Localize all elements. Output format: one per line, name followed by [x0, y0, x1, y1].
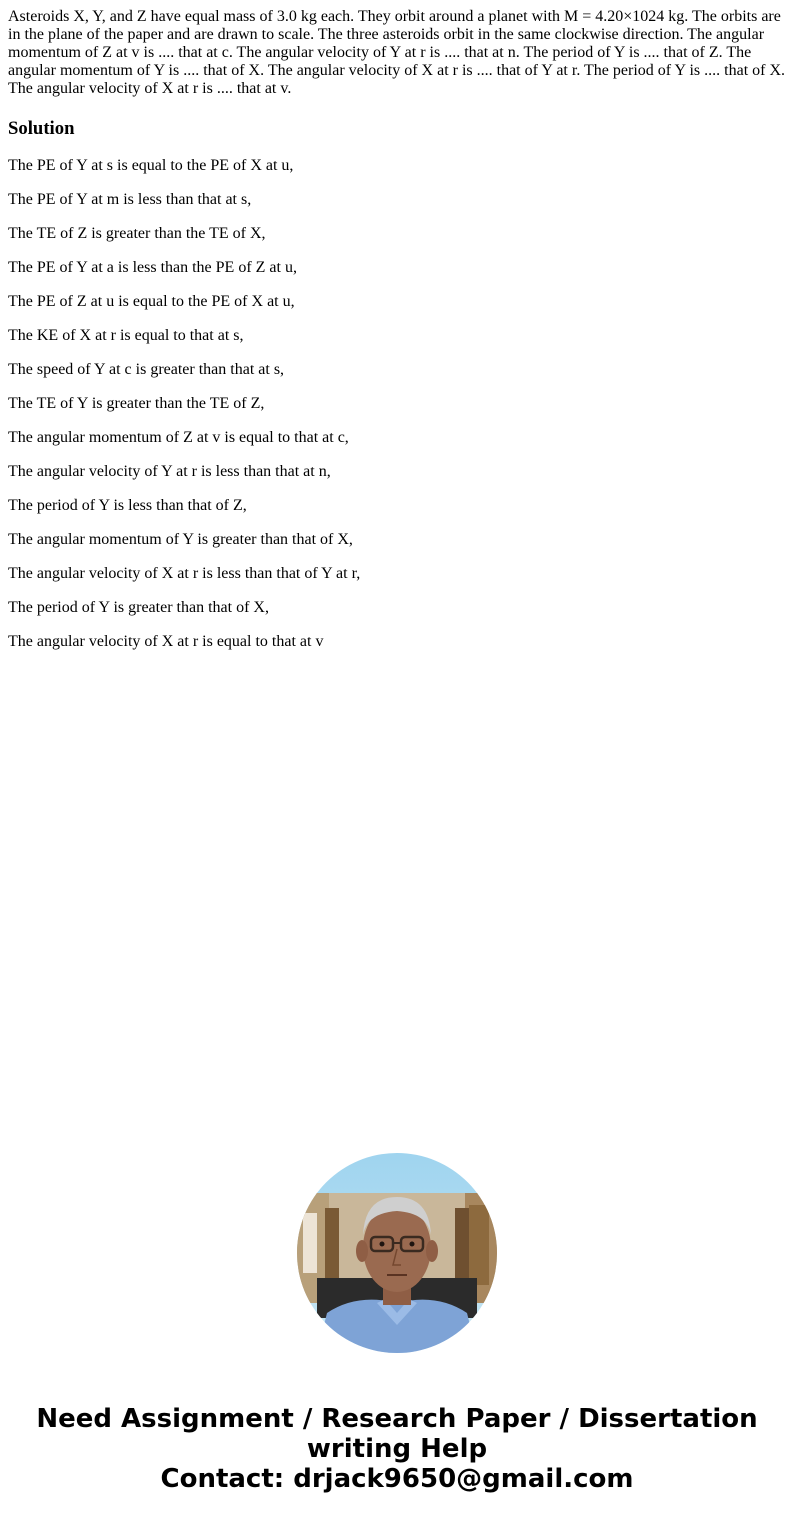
- solution-step: The angular velocity of X at r is less than that of Y at r,: [8, 565, 361, 582]
- tutor-portrait-image: [297, 1153, 497, 1353]
- solution-steps: [8, 157, 786, 651]
- promo-line-2: writing Help: [306, 1434, 488, 1464]
- solution-step: The PE of Y at a is less than the PE of Z at u,: [8, 259, 297, 276]
- solution-step: The TE of Z is greater than the TE of X,: [8, 225, 266, 242]
- question-text: Asteroids X, Y, and Z have equal mass of 3.0 kg each. They orbit around a planet with M = 4.20×1024 kg. The orbits are in the plane of the paper and are drawn to scale. The three asteroids orbit in the same clockwise direction. The angular momentum of Z at v is .... that at c. The angular velocity of Y at r is .... that at n. The period of Y is .... that of Z. The angular momentum of Y is .... that of X. The angular velocity of X at r is .... that of Y at r. The period of Y is .... that of X. The angular velocity of X at r is .... that at v.: [8, 8, 786, 97]
- promo-contact-line: Contact: drjack9650@gmail.com: [160, 1464, 634, 1494]
- solution-step: The angular velocity of X at r is equal to that at v: [8, 633, 324, 650]
- solution-step: The angular velocity of Y at r is less than that at n,: [8, 463, 331, 480]
- solution-step: The PE of Y at m is less than that at s,: [8, 191, 252, 208]
- solution-step: The TE of Y is greater than the TE of Z,: [8, 395, 265, 412]
- tutor-avatar: [297, 1153, 497, 1353]
- contact-banner: [0, 1404, 794, 1494]
- solution-step: The speed of Y at c is greater than that at s,: [8, 361, 285, 378]
- solution-document: [8, 0, 786, 651]
- solution-heading: Solution: [8, 118, 75, 139]
- solution-step: The period of Y is greater than that of X,: [8, 599, 269, 616]
- solution-step: The period of Y is less than that of Z,: [8, 497, 247, 514]
- solution-step: The PE of Z at u is equal to the PE of X at u,: [8, 293, 295, 310]
- solution-step: The angular momentum of Y is greater than that of X,: [8, 531, 353, 548]
- solution-step: The angular momentum of Z at v is equal to that at c,: [8, 429, 349, 446]
- promo-line-1: Need Assignment / Research Paper / Dissertation: [36, 1404, 758, 1434]
- solution-step: The KE of X at r is equal to that at s,: [8, 327, 244, 344]
- solution-step: The PE of Y at s is equal to the PE of X at u,: [8, 157, 294, 174]
